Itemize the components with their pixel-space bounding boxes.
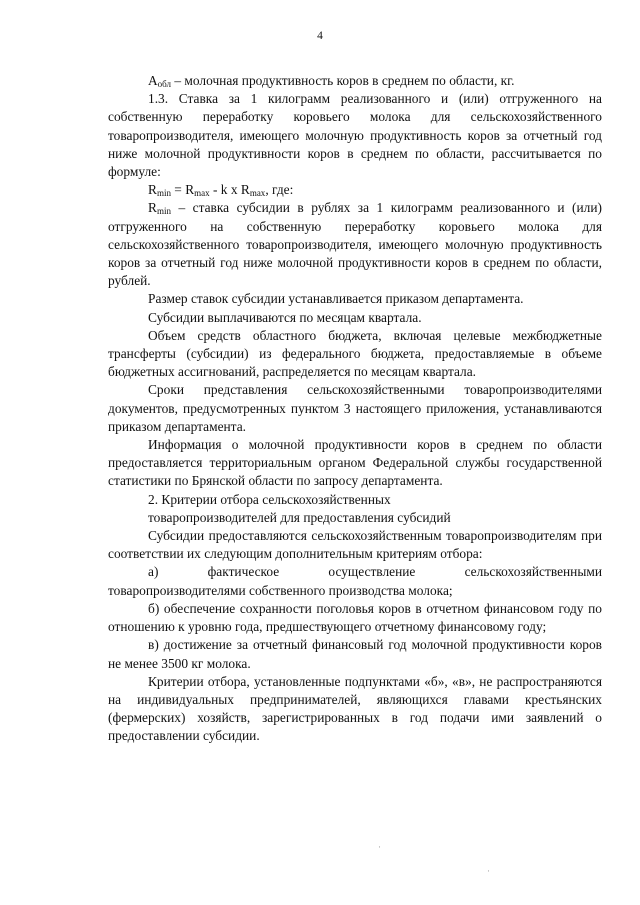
variable-definition-text: – молочная продуктивность коров в среднем по области, кг. xyxy=(171,73,515,88)
criterion-a: а) фактическое осуществление сельскохозяйственными товаропроизводителями собственного производства молока; xyxy=(108,564,602,598)
variable-definition-aobl xyxy=(108,72,602,90)
document-body xyxy=(108,72,602,746)
paragraph-information: Информация о молочной продуктивности коров в среднем по области предоставляется территориальным органом Федеральной службы государственной статистики по Брянской области по запросу департамента. xyxy=(108,437,602,489)
page-number: 4 xyxy=(317,30,323,42)
rmin-subscript: min xyxy=(156,206,171,217)
paragraph-criteria-exception: Критерии отбора, установленные подпунктами «б», «в», не распространяются на индивидуальных предпринимателей, являющихся главами крестьянских (фермерских) хозяйств, зарегистрированных в год подачи ими заявлений о предоставлении субсидии. xyxy=(108,673,602,744)
paragraph-criteria-intro: Субсидии предоставляются сельскохозяйственным товаропроизводителям при соответствии их следующим дополнительным критериям отбора: xyxy=(108,528,602,562)
rmin-symbol: R xyxy=(148,200,157,216)
variable-definition-rmin xyxy=(108,199,602,290)
paragraph-payments: Субсидии выплачиваются по месяцам квартала. xyxy=(148,309,422,325)
variable-subscript: обл xyxy=(157,79,172,89)
paragraph-deadlines: Сроки представления сельскохозяйственными товаропроизводителями документов, предусмотренных пунктом 3 настоящего приложения, устанавливаются приказом департамента. xyxy=(108,382,602,434)
paragraph-rates: Размер ставок субсидии устанавливается приказом департамента. xyxy=(148,291,524,307)
variable-symbol: А xyxy=(148,73,158,88)
rmin-definition-text: – ставка субсидии в рублях за 1 килограмм реализованного и (или) отгруженного на собственную переработку коровьего молока для сельскохозяйственного товаропроизводителя, имеющего молочную продуктивность коров за отчетный год ниже молочной продуктивности коров в среднем по области, рублей. xyxy=(108,200,602,289)
scan-speck: · xyxy=(487,866,490,876)
criterion-v: в) достижение за отчетный финансовый год молочной продуктивности коров не менее 3500 кг молока. xyxy=(108,637,602,671)
section-heading xyxy=(108,491,602,527)
scan-speck: · xyxy=(378,842,381,852)
formula-rmin: $R_{min} = R_{max} - k$ x $R_{max}$, где: xyxy=(148,182,294,199)
section-heading-line-2: товаропроизводителей для предоставления субсидий xyxy=(148,509,451,525)
section-heading-line-1: 2. Критерии отбора сельскохозяйственных xyxy=(148,491,391,507)
paragraph-1-3: 1.3. Ставка за 1 килограмм реализованного и (или) отгруженного на собственную переработку коровьего молока для сельскохозяйственного товаропроизводителя, имеющего молочную продуктивность коров за отчетный год ниже молочной продуктивности коров в среднем по области, рассчитывается по формуле: xyxy=(108,91,602,180)
paragraph-budget: Объем средств областного бюджета, включая целевые межбюджетные трансферты (субсидии) из федерального бюджета, предоставляемые в объеме бюджетных ассигнований, распределяется по месяцам квартала. xyxy=(108,327,602,380)
criterion-b: б) обеспечение сохранности поголовья коров в отчетном финансовом году по отношению к уровню года, предшествующего отчетному финансовому году; xyxy=(108,600,602,635)
